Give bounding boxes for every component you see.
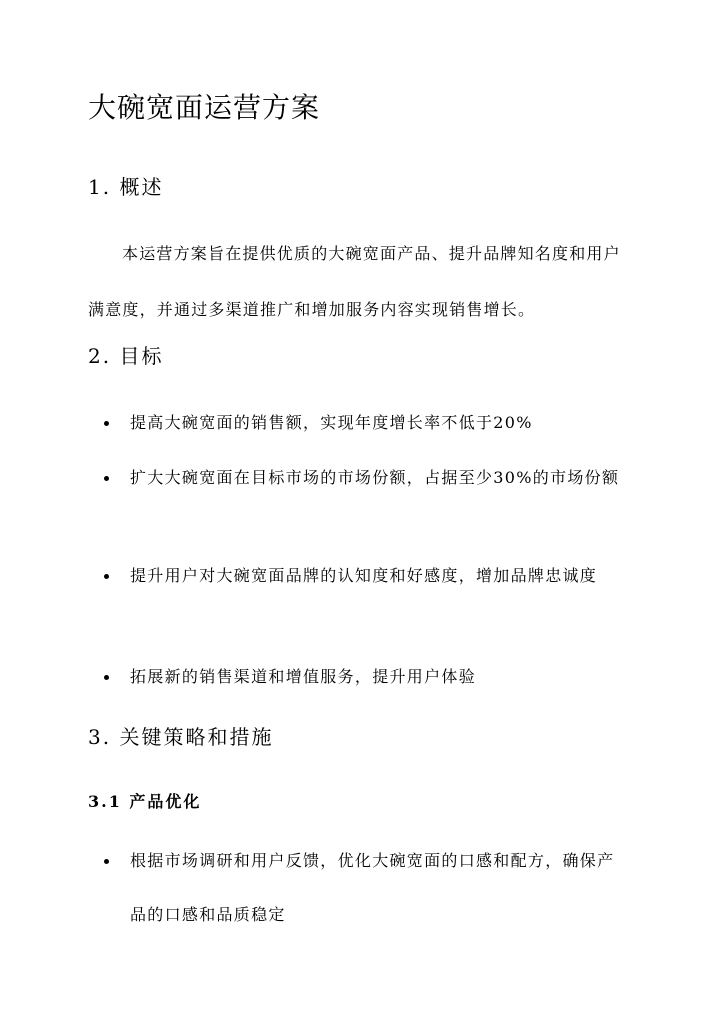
section-heading-overview: 1. 概述 <box>88 175 164 199</box>
section-heading-strategies: 3. 关键策略和措施 <box>88 725 274 749</box>
section-heading-goals: 2. 目标 <box>88 344 164 368</box>
bullet-dot <box>104 574 109 579</box>
list-item-text: 根据市场调研和用户反馈，优化大碗宽面的口感和配方，确保产品的口感和品质稳定 <box>130 851 615 924</box>
list-item-text: 提高大碗宽面的销售额，实现年度增长率不低于20% <box>130 413 533 432</box>
list-item-text: 拓展新的销售渠道和增值服务，提升用户体验 <box>130 667 477 686</box>
bullet-dot <box>104 421 109 426</box>
subsection-heading-product-optimization: 3.1 产品优化 <box>88 792 202 811</box>
bullet-dot <box>104 675 109 680</box>
list-item-text: 提升用户对大碗宽面品牌的认知度和好感度，增加品牌忠诚度 <box>130 566 598 585</box>
document-title: 大碗宽面运营方案 <box>88 91 321 124</box>
bullet-dot <box>104 476 109 481</box>
list-item-text: 扩大大碗宽面在目标市场的市场份额，占据至少30%的市场份额 <box>130 468 620 487</box>
overview-paragraph: 本运营方案旨在提供优质的大碗宽面产品、提升品牌知名度和用户满意度，并通过多渠道推广和增加服务内容实现销售增长。 <box>88 244 621 319</box>
bullet-dot <box>104 859 109 864</box>
